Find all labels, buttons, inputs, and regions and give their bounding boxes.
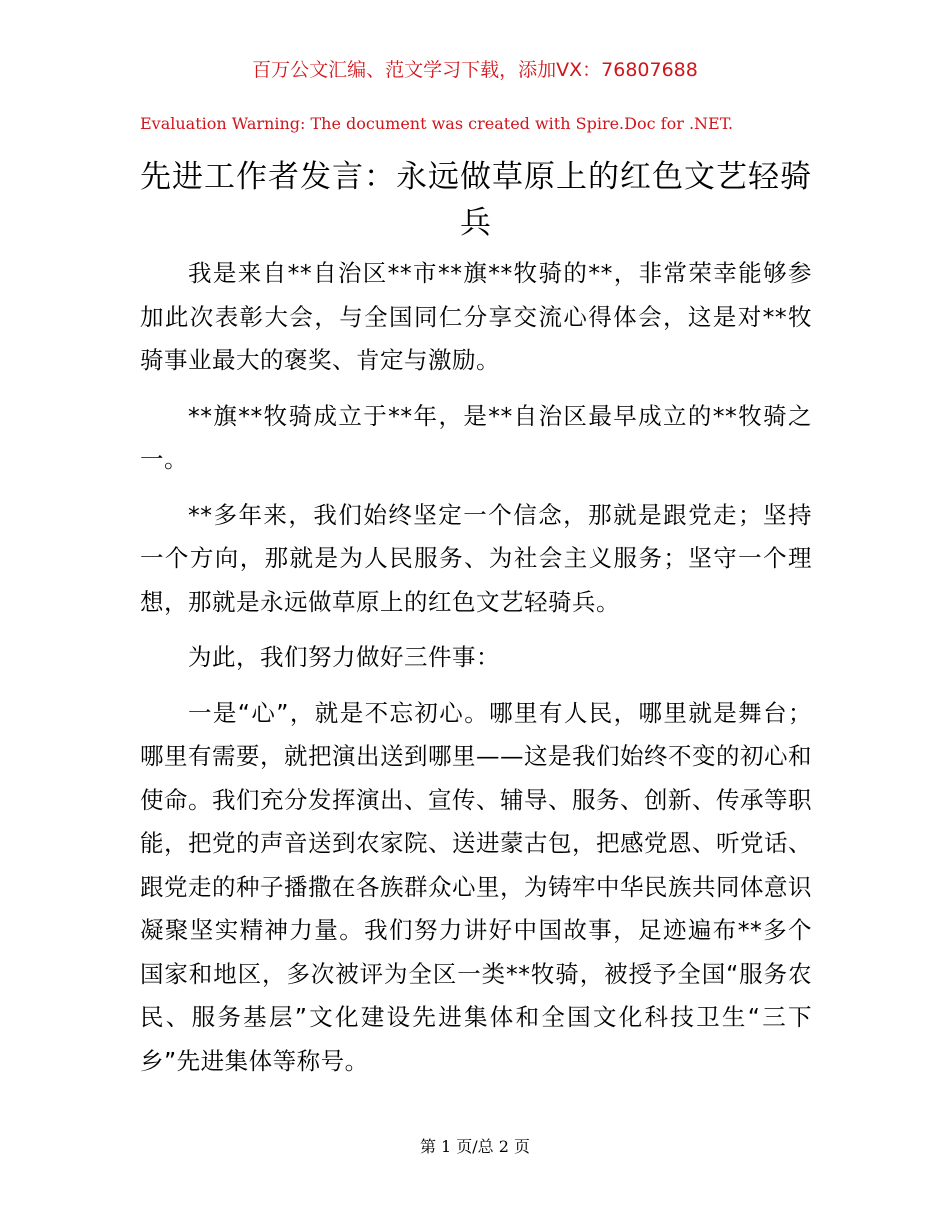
paragraph-belief: **多年来，我们始终坚定一个信念，那就是跟党走；坚持一个方向，那就是为人民服务、为社会主义服务；坚守一个理想，那就是永远做草原上的红色文艺轻骑兵。 <box>140 500 812 616</box>
evaluation-warning: Evaluation Warning: The document was created with Spire.Doc for .NET. <box>140 114 734 133</box>
header-banner: 百万公文汇编、范文学习下载，添加VX：76807688 <box>252 59 698 81</box>
paragraph-founding: **旗**牧骑成立于**年，是**自治区最早成立的**牧骑之一。 <box>140 401 812 473</box>
paragraph-heart: 一是“心”，就是不忘初心。哪里有人民，哪里就是舞台；哪里有需要，就把演出送到哪里——这是我们始终不变的初心和使命。我们充分发挥演出、宣传、辅导、服务、创新、传承等职能，把党的声音送到农家院、送进蒙古包，把感党恩、听党话、跟党走的种子播撒在各族群众心里，为铸牢中华民族共同体意识凝聚坚实精神力量。我们努力讲好中国故事，足迹遍布**多个国家和地区，多次被评为全区一类**牧骑，被授予全国“服务农民、服务基层”文化建设先进集体和全国文化科技卫生“三下乡”先进集体等称号。 <box>140 698 812 1075</box>
page-indicator: 第 1 页/总 2 页 <box>419 1137 531 1156</box>
document-body <box>140 252 812 1095</box>
document-title: 先进工作者发言：永远做草原上的红色文艺轻骑兵 <box>140 159 812 241</box>
paragraph-intro: 我是来自**自治区**市**旗**牧骑的**，非常荣幸能够参加此次表彰大会，与全国同仁分享交流心得体会，这是对**牧骑事业最大的褒奖、肯定与激励。 <box>140 259 812 374</box>
paragraph-three-things: 为此，我们努力做好三件事： <box>188 643 500 671</box>
